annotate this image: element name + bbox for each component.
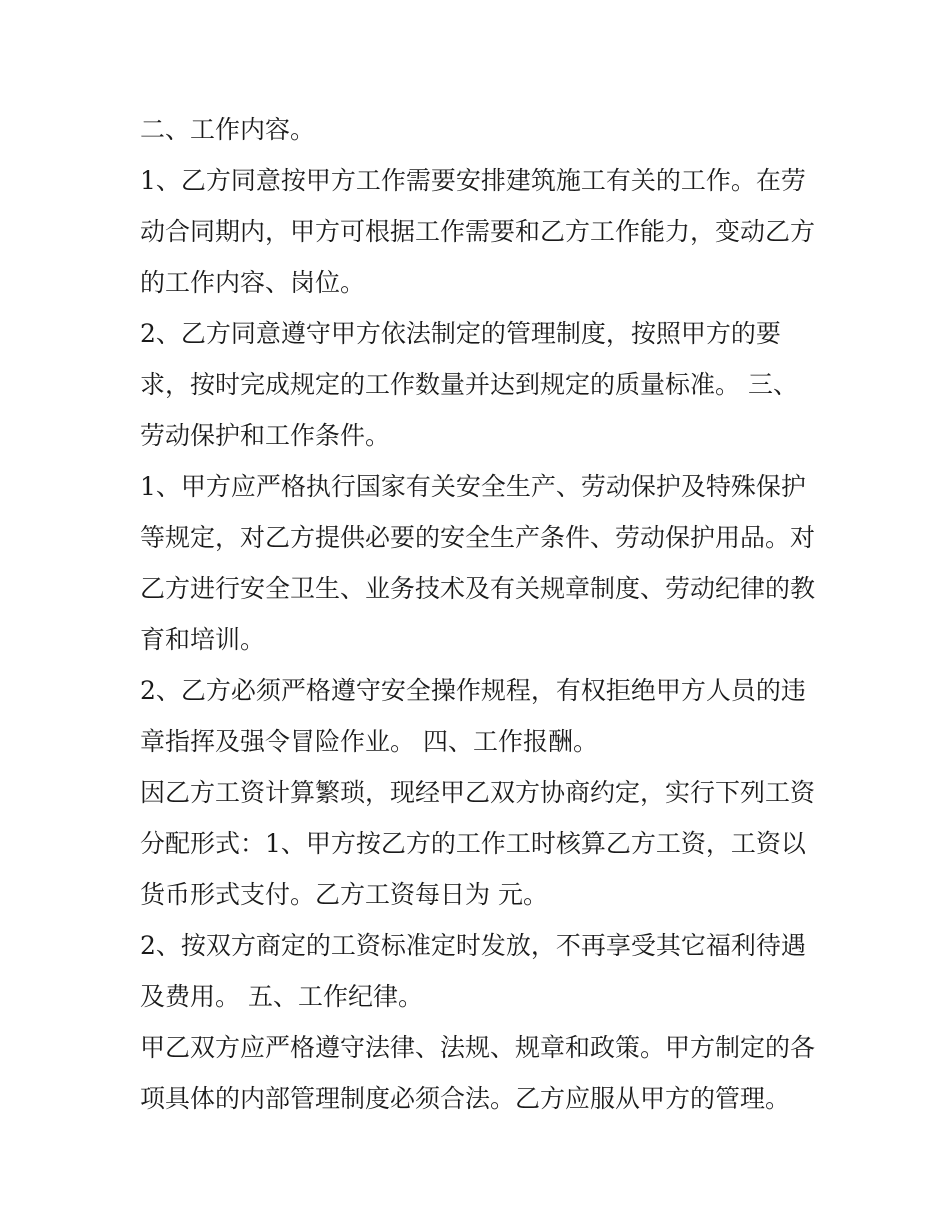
text-line: 劳动保护和工作条件。 bbox=[140, 421, 391, 450]
text-line: 甲乙双方应严格遵守法律、法规、规章和政策。甲方制定的各 bbox=[140, 1033, 816, 1062]
text-line: 求，按时完成规定的工作数量并达到规定的质量标准。 三、 bbox=[140, 370, 798, 399]
text-line: 货币形式支付。乙方工资每日为 元。 bbox=[140, 880, 548, 909]
text-line: 项具体的内部管理制度必须合法。乙方应服从甲方的管理。 bbox=[140, 1084, 791, 1113]
text-line: 1、甲方应严格执行国家有关安全生产、劳动保护及特殊保护 bbox=[140, 472, 806, 501]
text-line: 章指挥及强令冒险作业。 四、工作报酬。 bbox=[140, 727, 598, 756]
text-line: 育和培训。 bbox=[140, 625, 266, 654]
text-line: 1、乙方同意按甲方工作需要安排建筑施工有关的工作。在劳 bbox=[140, 166, 806, 195]
text-line: 2、乙方同意遵守甲方依法制定的管理制度，按照甲方的要 bbox=[140, 319, 781, 348]
text-line: 等规定，对乙方提供必要的安全生产条件、劳动保护用品。对 bbox=[140, 523, 816, 552]
text-line: 2、按双方商定的工资标准定时发放，不再享受其它福利待遇 bbox=[140, 931, 806, 960]
text-line: 乙方进行安全卫生、业务技术及有关规章制度、劳动纪律的教 bbox=[140, 574, 816, 603]
section-heading-work-content: 二、工作内容。 bbox=[140, 115, 316, 144]
text-line: 动合同期内，甲方可根据工作需要和乙方工作能力，变动乙方 bbox=[140, 217, 816, 246]
document-body bbox=[140, 104, 820, 1124]
text-line: 分配形式：1、甲方按乙方的工作工时核算乙方工资，工资以 bbox=[140, 829, 806, 858]
text-line: 的工作内容、岗位。 bbox=[140, 268, 366, 297]
text-line: 因乙方工资计算繁琐，现经甲乙双方协商约定，实行下列工资 bbox=[140, 778, 816, 807]
text-line: 2、乙方必须严格遵守安全操作规程，有权拒绝甲方人员的违 bbox=[140, 676, 806, 705]
text-line: 及费用。 五、工作纪律。 bbox=[140, 982, 423, 1011]
